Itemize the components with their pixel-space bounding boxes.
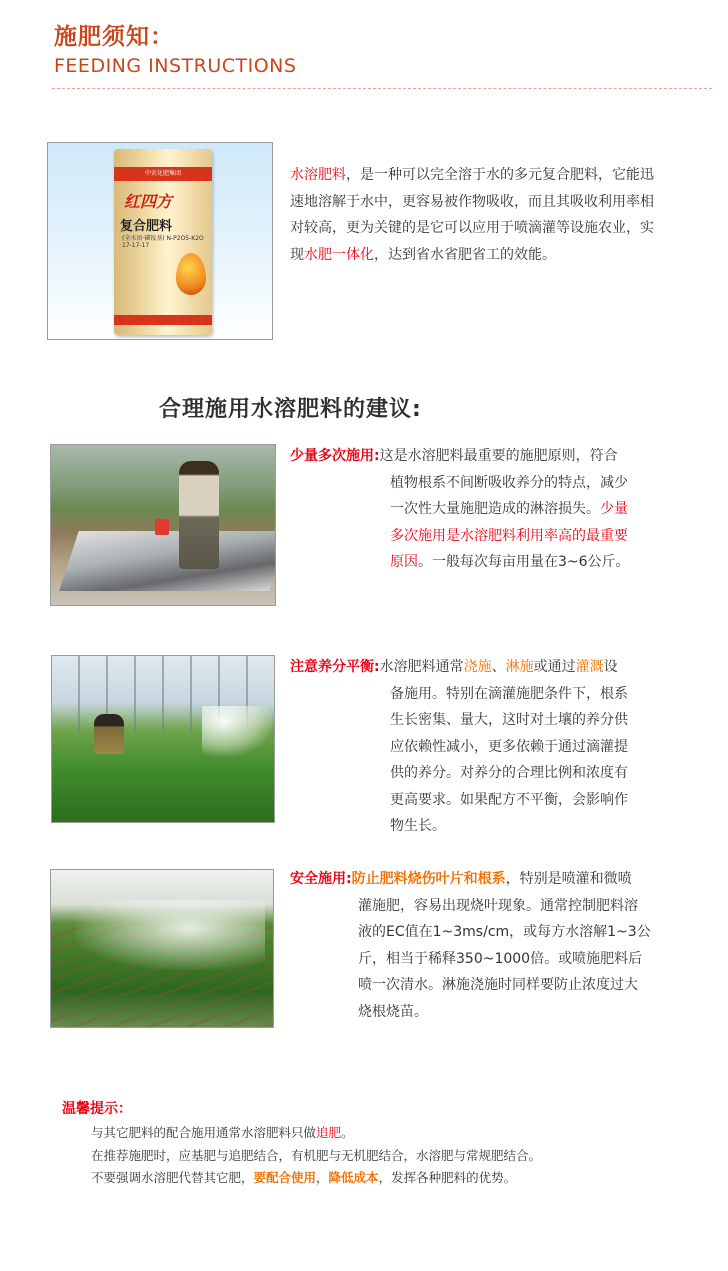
bag-brand: 红四方 xyxy=(124,192,173,211)
sprinkler-field-photo xyxy=(50,869,274,1028)
plastic-film xyxy=(59,531,276,591)
tip-highlight: 降低成本 xyxy=(328,1170,379,1185)
advice-highlight: 淋施 xyxy=(505,659,534,675)
advice-1-first-line xyxy=(290,443,662,470)
advice-label: 少量多次施用: xyxy=(290,448,380,464)
advice-2-body xyxy=(290,681,662,840)
advice-line: 供的养分。对养分的合理比例和浓度有 xyxy=(390,765,628,781)
bag-spec: (全水溶·磷铵基) N-P2O5-K2O 17-17-17 xyxy=(122,235,204,249)
water-spray xyxy=(202,706,272,756)
bucket xyxy=(155,519,169,535)
worker-figure xyxy=(94,714,124,754)
tip-highlight: 追肥 xyxy=(316,1125,342,1140)
tips-heading: 温馨提示： xyxy=(62,1101,132,1117)
advice-line: 液的EC值在1~3ms/cm，或每方水溶解1~3公 xyxy=(358,924,651,940)
farmer-figure xyxy=(179,461,219,569)
advice-line: 应依赖性减小，更多依赖于通过滴灌提 xyxy=(390,738,628,755)
intro-highlight: 水肥一体化 xyxy=(304,246,374,263)
tip-text: 。 xyxy=(341,1125,354,1140)
tip-text: ，发挥各种肥料的优势。 xyxy=(378,1170,517,1185)
advice-line xyxy=(390,549,662,576)
advice-2 xyxy=(290,654,662,840)
tip-text: 与其它肥料的配合施用通常水溶肥料只做 xyxy=(91,1125,317,1140)
advice-1 xyxy=(290,443,662,576)
advice-line: 斤，相当于稀释350~1000倍。或喷施肥料后 xyxy=(358,950,643,967)
advice-line: 灌施肥，容易出现烧叶现象。通常控制肥料溶 xyxy=(358,897,638,914)
tip-highlight: 要配合使用 xyxy=(253,1170,317,1185)
advice-highlight: 灌溉 xyxy=(575,659,604,675)
advice-line xyxy=(390,496,662,523)
advice-line: 烧根烧苗。 xyxy=(358,1003,428,1020)
advice-highlight: 防止肥料烧伤叶片和根系 xyxy=(351,871,506,887)
bag-bottom-band xyxy=(114,315,212,325)
header-divider xyxy=(52,88,712,89)
intro-text: ，是一种可以完全溶于水的多元复合肥料，它能迅速地溶解于水中，更容易被作物吸收，而且其吸收利用率相对较高，更为关键的是它可以应用于喷滴灌等设施农业，实现 xyxy=(290,167,654,263)
advice-2-first-line xyxy=(290,654,662,681)
advice-text: 设 xyxy=(603,659,618,675)
page-subtitle: FEEDING INSTRUCTIONS xyxy=(54,55,297,77)
advice-text: 。一般每次每亩用量在3~6公斤。 xyxy=(418,554,630,570)
bag-band xyxy=(114,167,212,181)
advice-text: 、 xyxy=(491,659,506,675)
intro-text: ，达到省水省肥省工的效能。 xyxy=(374,246,556,263)
advice-highlight: 少量 xyxy=(600,501,628,517)
advice-3-first-line xyxy=(290,866,668,893)
advice-line: 更高要求。如果配方不平衡，会影响作 xyxy=(390,791,628,808)
advice-line: 备施用。特别在滴灌施肥条件下，根系 xyxy=(390,685,628,702)
advice-text: 水溶肥料通常 xyxy=(379,659,464,675)
fertilizer-bag xyxy=(114,149,212,335)
advice-line: 物生长。 xyxy=(390,818,446,834)
advice-highlight: 原因 xyxy=(390,554,418,570)
water-drop-icon xyxy=(176,253,206,295)
bag-product-name: 复合肥料 xyxy=(120,219,173,234)
advice-1-body xyxy=(290,470,662,576)
advice-line: 喷一次清水。淋施浇施时同样要防止浓度过大 xyxy=(358,977,638,993)
field-worker-photo xyxy=(50,444,276,606)
tip-text: ， xyxy=(316,1170,329,1185)
advice-line: 生长密集、量大，这时对土壤的养分供 xyxy=(390,712,628,728)
advice-line: 植物根系不间断吸收养分的特点，减少 xyxy=(390,474,628,491)
intro-paragraph xyxy=(290,162,662,268)
page-title: 施肥须知： xyxy=(54,24,174,50)
advice-text: ，特别是喷灌和微喷 xyxy=(505,871,632,887)
section-heading: 合理施用水溶肥料的建议: xyxy=(159,397,422,422)
product-image xyxy=(47,142,273,340)
advice-text: 或通过 xyxy=(533,659,576,675)
advice-3 xyxy=(290,866,668,1025)
advice-text: 一次性大量施肥造成的淋溶损失。 xyxy=(390,501,600,517)
advice-text: 这是水溶肥料最重要的施肥原则，符合 xyxy=(379,448,618,464)
tip-text: 不要强调水溶肥代替其它肥， xyxy=(91,1170,254,1185)
intro-highlight: 水溶肥料 xyxy=(290,167,346,183)
advice-3-body xyxy=(290,893,668,1026)
tip-line: 在推荐施肥时，应基肥与追肥结合，有机肥与无机肥结合，水溶肥与常规肥结合。 xyxy=(91,1148,542,1163)
sprinkler-mist xyxy=(75,900,265,970)
tip-line xyxy=(91,1123,354,1141)
tip-line xyxy=(91,1168,516,1186)
advice-highlight: 浇施 xyxy=(463,659,492,675)
advice-label: 安全施用: xyxy=(290,871,352,887)
advice-label: 注意养分平衡: xyxy=(290,659,380,675)
bag-band-text: 中农化肥集团 xyxy=(144,170,181,177)
advice-highlight: 多次施用是水溶肥料利用率高的最重要 xyxy=(390,527,628,544)
greenhouse-photo xyxy=(51,655,275,823)
